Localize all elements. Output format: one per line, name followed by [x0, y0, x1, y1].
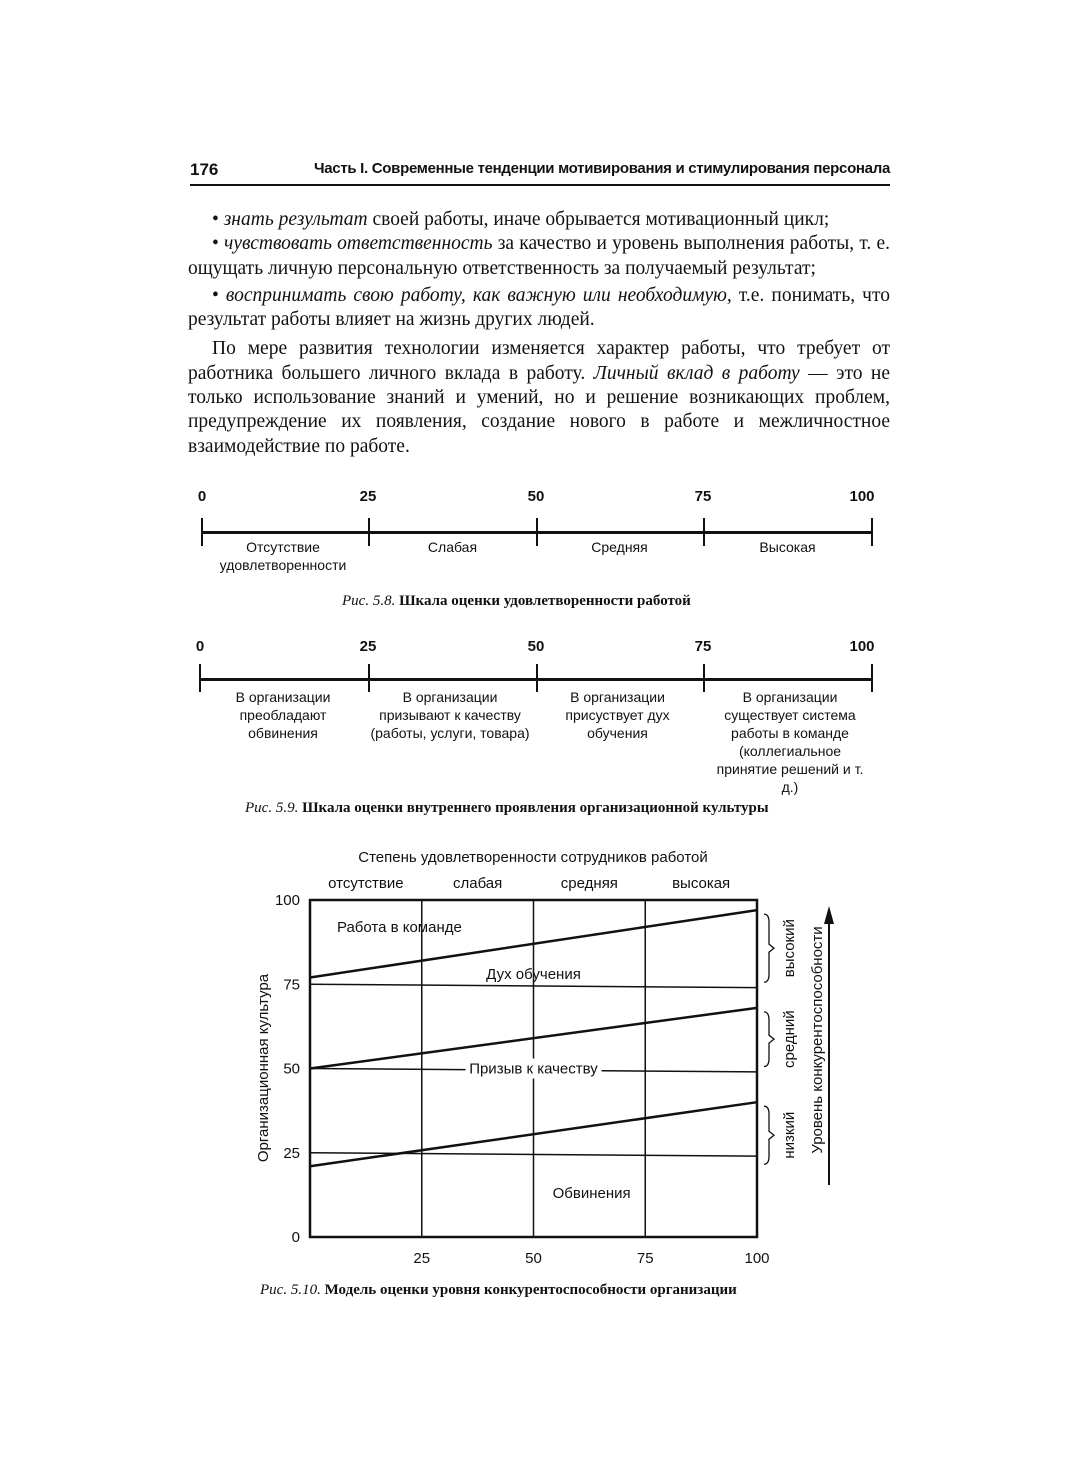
- segment-label: В организации присуствует дух обучения: [565, 689, 670, 741]
- segment-label: В организации призывают к качеству (работы, услуги, товара): [370, 689, 530, 741]
- caption-number: Рис. 5.9.: [245, 800, 299, 816]
- bullet-text: т.е. понимать, что результат работы влияет на жизнь других людей.: [188, 284, 890, 331]
- tick-label: 50: [527, 488, 545, 505]
- bracket: [764, 1012, 774, 1067]
- top-category-label: слабая: [452, 875, 503, 892]
- page-number: 176: [190, 160, 219, 179]
- caption-number: Рис. 5.8.: [342, 593, 396, 609]
- x-tick-label: 50: [525, 1250, 542, 1267]
- region-label: Работа в команде: [336, 918, 462, 936]
- y-tick-label: 25: [283, 1144, 300, 1162]
- right-axis-label: Уровень конкурентоспособности: [809, 926, 826, 1154]
- x-tick-label: 100: [744, 1250, 770, 1267]
- top-category-label: отсутствие: [328, 875, 404, 892]
- y-tick-label: 50: [283, 1060, 300, 1078]
- chart-title: Степень удовлетворенности сотрудников работой: [358, 849, 708, 866]
- bullet-item: • знать результат своей работы, иначе обрывается мотивационный цикл;: [212, 209, 830, 230]
- tick-label: 75: [694, 488, 712, 505]
- segment-label: В организации преобладают обвинения: [235, 689, 331, 741]
- y-tick-label: 0: [291, 1229, 300, 1246]
- bracket: [764, 1106, 774, 1164]
- arrow-up-icon: [824, 906, 834, 924]
- x-tick-label: 25: [413, 1250, 431, 1267]
- tick-label: 25: [359, 488, 377, 505]
- tick-label: 100: [849, 638, 875, 655]
- tick-label: 50: [527, 638, 545, 655]
- caption-number: Рис. 5.10.: [260, 1282, 321, 1298]
- bracket-label: высокий: [781, 919, 798, 978]
- bullet-item: • чувствовать ответственность за качество и уровень выполнения работы, т. е. ощущать личную персональную ответственность за получаемый результат;: [188, 233, 890, 279]
- region-label: Обвинения: [552, 1185, 631, 1203]
- bracket-label: средний: [781, 1010, 798, 1068]
- caption-title: Модель оценки уровня конкурентоспособности организации: [324, 1282, 737, 1298]
- x-tick-label: 75: [636, 1250, 654, 1267]
- tick-label: 100: [849, 488, 875, 505]
- bullet-item: • воспринимать свою работу, как важную или необходимую, т.е. понимать, что результат работы влияет на жизнь других людей.: [188, 284, 890, 331]
- bullet-italic: чувствовать ответственность: [224, 233, 493, 255]
- paragraph-text: — это не только использование знаний и умений, но и решение возникающих проблем, предупреждение их появления, создание нового в работе и межличностное взаимодействие по работе.: [188, 362, 890, 457]
- bracket: [764, 914, 774, 982]
- bullet-text: своей работы, иначе обрывается мотивационный цикл;: [367, 209, 830, 230]
- tick-label: 25: [359, 638, 377, 655]
- region-label: Дух обучения: [486, 966, 581, 984]
- caption-title: Шкала оценки внутреннего проявления организационной культуры: [302, 800, 769, 816]
- tick-label: 0: [195, 638, 205, 655]
- region-label: Призыв к качеству: [469, 1060, 598, 1078]
- paragraph-italic: Личный вклад в работу: [593, 362, 800, 384]
- segment-label: Высокая: [759, 539, 816, 555]
- bullet-text: за качество и уровень выполнения работы, т. е. ощущать личную персональную ответственность за получаемый результат;: [188, 233, 890, 279]
- tick-label: 75: [694, 638, 712, 655]
- y-axis-label: Организационная культура: [255, 973, 272, 1163]
- top-category-label: средняя: [560, 875, 618, 892]
- y-tick-label: 100: [274, 892, 300, 909]
- paragraph-text: По мере развития технологии изменяется характер работы, что требует от работника большего личного вклада в работу.: [188, 338, 890, 384]
- segment-label: Средняя: [591, 539, 648, 555]
- running-title: Часть I. Современные тенденции мотивирования и стимулирования персонала: [314, 160, 890, 177]
- tick-label: 0: [197, 488, 207, 505]
- segment-label: В организации существует система работы в команде (коллегиальное принятие решений и т. д.): [716, 689, 864, 795]
- bullet-italic: знать результат: [223, 209, 368, 230]
- figure-5-10-caption: [260, 1282, 737, 1299]
- caption-title: Шкала оценки удовлетворенности работой: [399, 593, 691, 609]
- top-category-label: высокая: [672, 875, 731, 892]
- y-tick-label: 75: [283, 976, 300, 994]
- segment-label: Слабая: [427, 539, 478, 555]
- bullet-italic: воспринимать свою работу, как важную или необходимую,: [225, 284, 732, 306]
- segment-label: Отсутствие удовлетворенности: [219, 539, 347, 573]
- bracket-label: низкий: [781, 1111, 798, 1159]
